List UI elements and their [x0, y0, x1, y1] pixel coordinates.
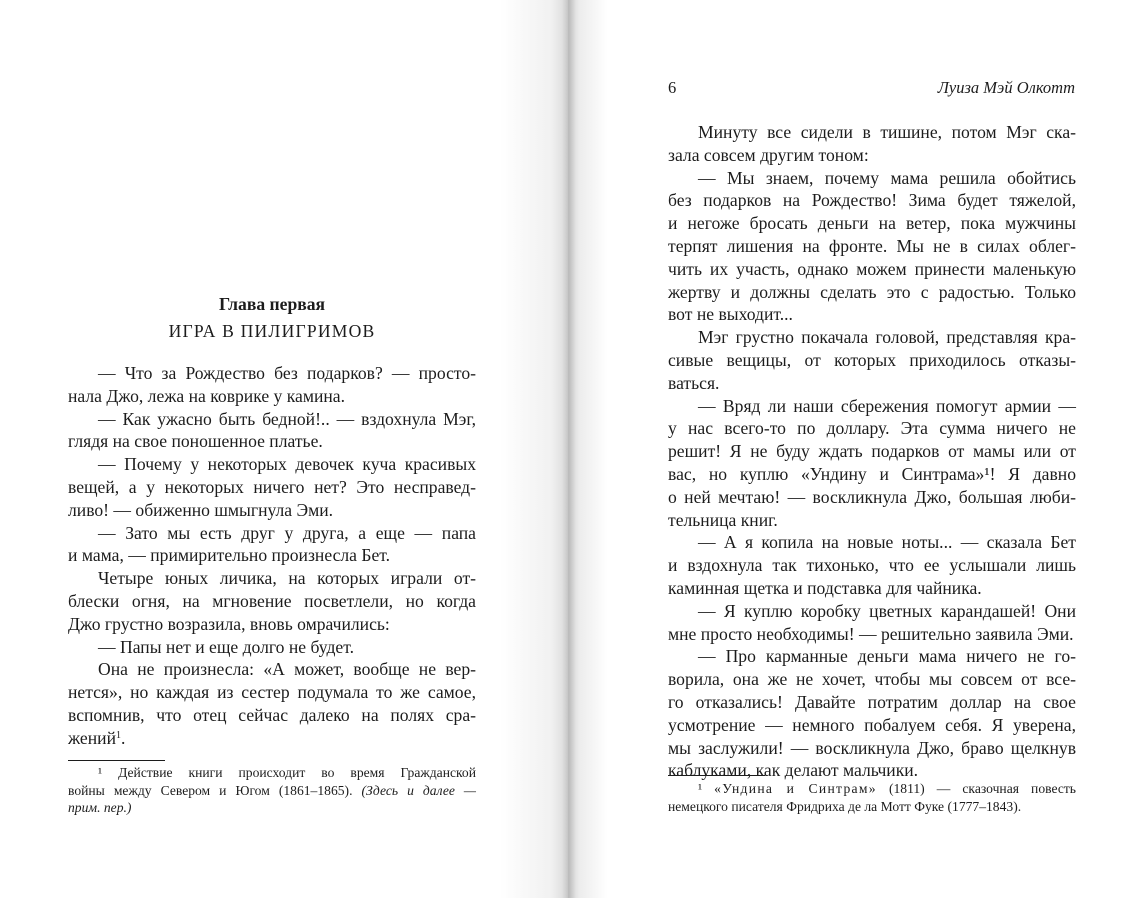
left-text-line: ливо! — обиженно шмыгнула Эми.: [68, 499, 334, 520]
right-text-line: — Вряд ли наши сбережения помогут армии —: [698, 395, 1076, 416]
left-text-line: и мама, — примирительно произнесла Бет.: [68, 545, 391, 566]
left-footnote-line: прим. пер.): [68, 800, 132, 815]
left-text-line: блески огня, на мгновение посветлели, но когда: [68, 590, 476, 611]
left-text-line: Четыре юных личика, на которых играли от-: [98, 568, 476, 589]
left-page-body-text: [68, 362, 476, 750]
right-text-line: решит! Я не буду ждать подарков от мамы или от: [668, 441, 1076, 462]
left-footnote-rule: [68, 760, 165, 761]
left-text-line: глядя на свое поношенное платье.: [68, 431, 323, 452]
left-text-line: Джо грустно возразила, вновь омрачились:: [68, 613, 390, 634]
right-text-line: у нас всего-то по доллару. Эта сумма ничего не: [668, 418, 1076, 439]
right-text-line: ваться.: [668, 372, 720, 393]
left-text-line: вещей, а у некоторых ничего нет? Это несправед-: [68, 476, 476, 497]
right-footnote: [668, 780, 1076, 815]
right-text-line: мне просто необходимы! — решительно заявила Эми.: [668, 623, 1074, 644]
right-text-line: — Я куплю коробку цветных карандашей! Они: [698, 600, 1076, 621]
chapter-title: Глава первая: [218, 294, 326, 314]
left-text-line: — Зато мы есть друг у друга, а еще — папа: [98, 522, 476, 543]
left-text-line: жений$^1$.: [68, 727, 126, 748]
right-text-line: без подарков на Рождество! Зима будет тяжелой,: [668, 190, 1076, 211]
right-text-line: и негоже бросать деньги на ветер, пока мужчины: [668, 213, 1076, 234]
right-footnote-line: немецкого писателя Фридриха де ла Мотт Фуке (1777–1843).: [668, 798, 1022, 814]
right-text-line: тельница книг.: [668, 509, 778, 530]
right-text-line: вот не выходит...: [668, 304, 793, 325]
left-text-line: нала Джо, лежа на коврике у камина.: [68, 385, 345, 406]
book-gutter: [562, 0, 576, 898]
right-text-line: каблуками, как делают мальчики.: [668, 760, 919, 781]
right-text-line: Мэг грустно покачала головой, представляя кра-: [698, 327, 1076, 348]
right-page-body-text: [668, 121, 1076, 782]
left-text-line: — Папы нет и еще долго не будет.: [98, 636, 354, 657]
left-footnote-line: ¹ Действие книги происходит во время Гражданской: [98, 765, 476, 780]
right-text-line: — А я копила на новые ноты... — сказала Бет: [698, 532, 1076, 553]
left-footnote-line: войны между Севером и Югом (1861–1865). (Здесь и далее —: [68, 782, 477, 798]
right-text-line: усмотрение — немного побалуем себя. Я уверена,: [668, 714, 1076, 735]
right-text-line: каминная щетка и подставка для чайника.: [668, 577, 982, 598]
right-text-line: и вздохнула так тихонько, что ее услышали лишь: [668, 555, 1076, 576]
right-text-line: мы заслужили! — воскликнула Джо, браво щелкнув: [668, 737, 1076, 758]
footnote-marker[interactable]: 1: [115, 729, 121, 741]
right-text-line: — Мы знаем, почему мама решила обойтись: [698, 167, 1076, 188]
left-text-line: — Почему у некоторых девочек куча красивых: [98, 454, 476, 475]
chapter-subtitle: ИГРА В ПИЛИГРИМОВ: [168, 321, 376, 341]
right-footnote-line: ¹ «Ундина и Синтрам» (1811) — сказочная повесть: [698, 781, 1076, 796]
right-text-line: Минуту все сидели в тишине, потом Мэг ска-: [698, 122, 1076, 142]
left-footnote: [68, 764, 476, 817]
right-text-line: чить их участь, однако можем принести маленькую: [668, 258, 1076, 279]
left-text-line: — Что за Рождество без подарков? — просто-: [98, 363, 476, 383]
right-text-line: терпят лишения на фронте. Мы не в силах облег-: [668, 235, 1076, 256]
right-text-line: вас, но куплю «Ундину и Синтрама»¹! Я давно: [668, 463, 1076, 484]
right-text-line: жертву и должны сделать это с радостью. Только: [668, 281, 1076, 302]
right-footnote-rule: [668, 775, 765, 776]
left-text-line: Она не произнесла: «А может, вообще не вер-: [98, 659, 476, 680]
running-head-author: Луиза Мэй Олкотт: [937, 78, 1075, 97]
right-text-line: сивые вещицы, от которых приходилось отказы-: [668, 349, 1076, 370]
right-text-line: о ней мечтаю! — воскликнула Джо, большая люби-: [668, 486, 1076, 507]
left-text-line: нется», но каждая из сестер подумала то же самое,: [68, 682, 476, 703]
page-number: 6: [668, 78, 677, 97]
right-text-line: ворила, она же не хочет, чтобы мы совсем от все-: [668, 669, 1076, 690]
right-text-line: зала совсем другим тоном:: [668, 144, 869, 165]
left-text-line: — Как ужасно быть бедной!.. — вздохнула Мэг,: [98, 408, 476, 429]
right-text-line: — Про карманные деньги мама ничего не го-: [698, 646, 1076, 667]
left-text-line: вспомнив, что отец сейчас далеко на полях сра-: [68, 704, 476, 725]
right-text-line: го отказались! Давайте потратим доллар на свое: [668, 691, 1076, 712]
